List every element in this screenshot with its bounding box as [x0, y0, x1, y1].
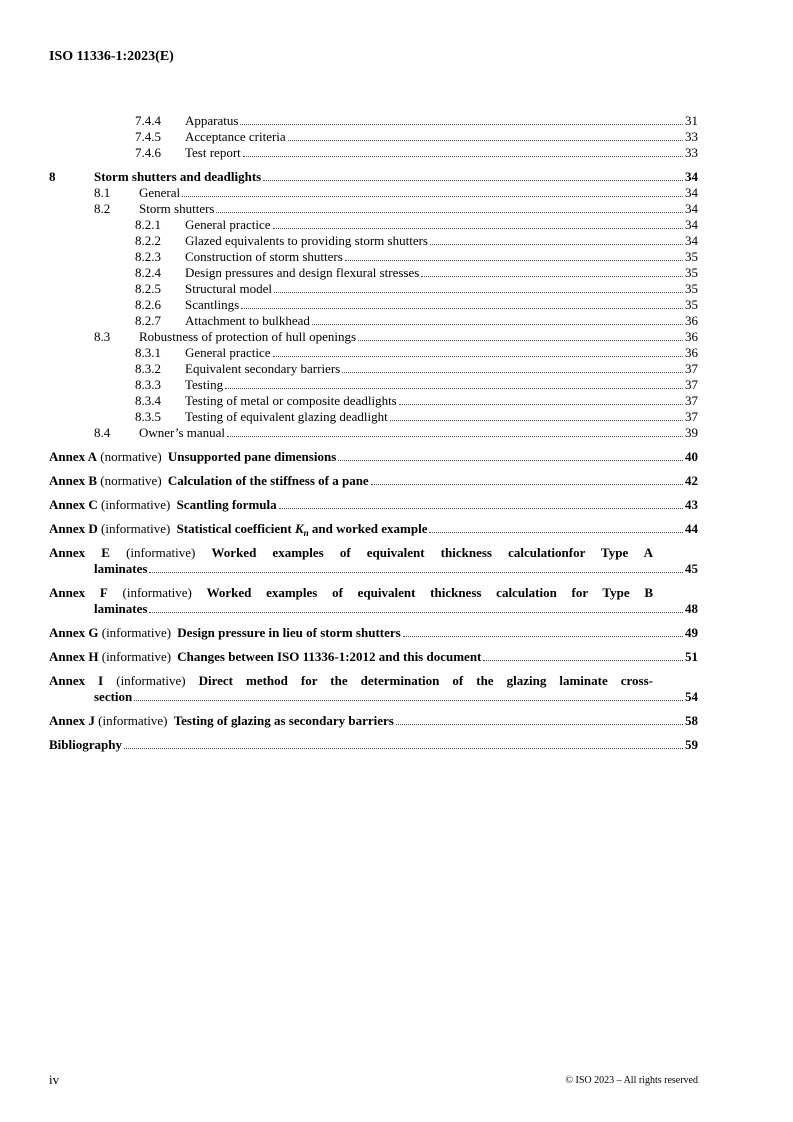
toc-entry-number: 8.3.5 — [135, 409, 161, 424]
toc-entry-page: 35 — [685, 265, 698, 280]
toc-entry — [49, 377, 698, 393]
dot-leader — [227, 436, 683, 437]
toc-entry-page: 37 — [685, 361, 698, 376]
dot-leader — [216, 212, 683, 213]
bibliography-page: 59 — [685, 737, 698, 752]
annex-title-continuation — [49, 561, 698, 577]
toc-entry-title: Owner’s manual — [139, 425, 226, 440]
annex-type: (normative) — [100, 473, 162, 488]
annex-page: 44 — [685, 521, 698, 536]
toc-entry — [49, 233, 698, 249]
toc-entry-number: 8 — [49, 169, 56, 184]
annex-type: (informative) — [116, 673, 186, 688]
annex-label: Annex F — [49, 585, 108, 600]
annex-type: (informative) — [126, 545, 196, 560]
toc-entry-page: 37 — [685, 409, 698, 424]
toc-entry-number: 8.2.4 — [135, 265, 161, 280]
toc-entry-page: 33 — [685, 145, 698, 160]
toc-entry — [49, 329, 698, 345]
dot-leader — [149, 572, 683, 573]
toc-entry — [49, 129, 698, 145]
toc-entry-page: 39 — [685, 425, 698, 440]
annex-entry — [49, 625, 698, 641]
annex-type: (informative) — [122, 585, 192, 600]
annex-label: Annex C — [49, 497, 98, 512]
page-number: iv — [49, 1072, 60, 1087]
annex-heading — [49, 673, 653, 689]
dot-leader — [182, 196, 683, 197]
annex-title: Design pressure in lieu of storm shutters — [177, 625, 401, 640]
toc-entry-number: 8.3.2 — [135, 361, 161, 376]
annex-heading — [49, 585, 653, 601]
annex-heading — [49, 649, 481, 665]
toc-entry-title: Scantlings — [185, 297, 240, 312]
dot-leader — [483, 660, 683, 661]
toc-entry — [49, 409, 698, 425]
table-of-contents — [49, 113, 698, 753]
annex-type: (normative) — [100, 449, 162, 464]
dot-leader — [338, 460, 683, 461]
toc-entry — [49, 393, 698, 409]
toc-entry — [49, 185, 698, 201]
toc-entry-number: 8.3 — [94, 329, 111, 344]
toc-entry-title: Glazed equivalents to providing storm shutters — [185, 233, 428, 248]
dot-leader — [241, 308, 683, 309]
annex-page: 58 — [685, 713, 698, 728]
annex-title-part: n — [303, 528, 309, 538]
toc-entry-page: 34 — [685, 201, 698, 216]
toc-entry-title: Structural model — [185, 281, 273, 296]
dot-leader — [243, 156, 683, 157]
dot-leader — [430, 244, 683, 245]
toc-entry — [49, 345, 698, 361]
dot-leader — [358, 340, 683, 341]
toc-entry-title: Construction of storm shutters — [185, 249, 343, 264]
toc-entry-number: 8.2.1 — [135, 217, 161, 232]
annex-title-end: laminates — [94, 601, 148, 616]
annex-type: (informative) — [98, 713, 168, 728]
copyright-notice: © ISO 2023 – All rights reserved — [565, 1075, 698, 1086]
toc-entry — [49, 217, 698, 233]
toc-entry-number: 8.2.6 — [135, 297, 161, 312]
annex-entry — [49, 673, 698, 705]
toc-entry-page: 36 — [685, 329, 698, 344]
dot-leader — [399, 404, 683, 405]
toc-entry-number: 8.2.3 — [135, 249, 161, 264]
annex-entry — [49, 649, 698, 665]
annex-heading — [49, 545, 653, 561]
dot-leader — [263, 180, 683, 181]
annex-title: Worked examples of equivalent thickness calculation for Type B — [206, 585, 653, 600]
annex-title: Scantling formula — [176, 497, 277, 512]
toc-entry-title: Acceptance criteria — [185, 129, 286, 144]
dot-leader — [396, 724, 683, 725]
annex-type: (informative) — [101, 625, 172, 640]
toc-entry — [49, 249, 698, 265]
toc-entry — [49, 297, 698, 313]
toc-entry — [49, 201, 698, 217]
toc-entry-number: 7.4.6 — [135, 145, 161, 160]
toc-entry-page: 33 — [685, 129, 698, 144]
dot-leader — [421, 276, 683, 277]
dot-leader — [345, 260, 683, 261]
toc-entry-page: 37 — [685, 393, 698, 408]
toc-entry-title: Test report — [185, 145, 241, 160]
annex-type: (informative) — [101, 649, 172, 664]
annex-entry — [49, 449, 698, 465]
annex-page: 49 — [685, 625, 698, 640]
dot-leader — [273, 356, 683, 357]
dot-leader — [124, 748, 683, 749]
annex-title-continuation — [49, 689, 698, 705]
toc-entry-title: Equivalent secondary barriers — [185, 361, 341, 376]
dot-leader — [390, 420, 683, 421]
annex-title: Worked examples of equivalent thickness calculationfor Type A — [211, 545, 653, 560]
annex-label: Annex H — [49, 649, 99, 664]
annex-label: Annex B — [49, 473, 98, 488]
toc-entry-title: Storm shutters — [139, 201, 215, 216]
toc-entry-page: 34 — [685, 217, 698, 232]
dot-leader — [225, 388, 683, 389]
annex-entry — [49, 473, 698, 489]
toc-entry-number: 8.3.3 — [135, 377, 161, 392]
toc-entry-number: 8.4 — [94, 425, 111, 440]
annex-title-part: K — [294, 521, 304, 536]
toc-entry — [49, 113, 698, 129]
annex-page: 54 — [685, 689, 698, 704]
toc-entry — [49, 265, 698, 281]
annex-entry — [49, 521, 698, 537]
annex-entry — [49, 585, 698, 617]
dot-leader — [279, 508, 683, 509]
annex-heading — [49, 521, 427, 537]
annex-title: Testing of glazing as secondary barriers — [173, 713, 394, 728]
toc-entry-title: Testing of equivalent glazing deadlight — [185, 409, 388, 424]
bibliography-title: Bibliography — [49, 737, 122, 752]
toc-entry-title: Testing — [185, 377, 224, 392]
toc-entry-number: 7.4.5 — [135, 129, 161, 144]
toc-entry — [49, 281, 698, 297]
dot-leader — [149, 612, 683, 613]
toc-entry-title: Apparatus — [185, 113, 239, 128]
toc-entry-number: 8.3.4 — [135, 393, 161, 408]
toc-entry-page: 35 — [685, 281, 698, 296]
dot-leader — [240, 124, 683, 125]
toc-entry-number: 8.3.1 — [135, 345, 161, 360]
toc-entry-page: 36 — [685, 313, 698, 328]
annex-page: 40 — [685, 449, 698, 464]
toc-entry-number: 8.2.5 — [135, 281, 161, 296]
toc-entry-number: 8.2.7 — [135, 313, 161, 328]
toc-entry-number: 7.4.4 — [135, 113, 161, 128]
annex-title: Changes between ISO 11336-1:2012 and this document — [177, 649, 482, 664]
toc-entry-title: Robustness of protection of hull openings — [139, 329, 357, 344]
annex-heading — [49, 497, 277, 513]
toc-entry-number: 8.2.2 — [135, 233, 161, 248]
dot-leader — [288, 140, 683, 141]
annex-title-continuation — [49, 601, 698, 617]
dot-leader — [273, 228, 683, 229]
toc-entry — [49, 145, 698, 161]
toc-entry — [49, 361, 698, 377]
annex-title-part: Statistical coefficient — [176, 521, 295, 536]
annex-entry — [49, 497, 698, 513]
annex-label: Annex A — [49, 449, 98, 464]
toc-entry-page: 37 — [685, 377, 698, 392]
annex-label: Annex G — [49, 625, 99, 640]
annex-title-part: and worked example — [308, 521, 428, 536]
toc-entry-number: 8.1 — [94, 185, 111, 200]
dot-leader — [429, 532, 683, 533]
toc-entry-title: General practice — [185, 217, 271, 232]
annex-page: 48 — [685, 601, 698, 616]
annex-label: Annex E — [49, 545, 110, 560]
toc-entry — [49, 425, 698, 441]
toc-entry-page: 31 — [685, 113, 698, 128]
annex-page: 43 — [685, 497, 698, 512]
toc-entry-title: Design pressures and design flexural stresses — [185, 265, 420, 280]
annex-heading — [49, 473, 369, 489]
toc-entry-page: 34 — [685, 185, 698, 200]
annex-page: 45 — [685, 561, 698, 576]
toc-entry-page: 34 — [685, 169, 698, 184]
annex-title: Direct method for the determination of the glazing laminate cross- — [198, 673, 653, 688]
bibliography-entry — [49, 737, 698, 753]
annex-title: Calculation of the stiffness of a pane — [167, 473, 369, 488]
annex-page: 51 — [685, 649, 698, 664]
toc-entry-number: 8.2 — [94, 201, 111, 216]
toc-entry-page: 34 — [685, 233, 698, 248]
dot-leader — [274, 292, 683, 293]
annex-heading — [49, 713, 394, 729]
annex-entry — [49, 713, 698, 729]
annex-type: (informative) — [101, 497, 171, 512]
dot-leader — [371, 484, 683, 485]
annex-heading — [49, 625, 401, 641]
annex-page: 42 — [685, 473, 698, 488]
annex-type: (informative) — [101, 521, 171, 536]
toc-entry-title: General — [139, 185, 181, 200]
annex-title: Unsupported pane dimensions — [167, 449, 337, 464]
toc-entry-title: Attachment to bulkhead — [185, 313, 310, 328]
toc-entry-page: 35 — [685, 297, 698, 312]
annex-title-end: section — [94, 689, 133, 704]
toc-entry-title: General practice — [185, 345, 271, 360]
toc-entry-title: Testing of metal or composite deadlights — [185, 393, 397, 408]
toc-entry — [49, 169, 698, 185]
toc-entry-page: 35 — [685, 249, 698, 264]
document-header: ISO 11336-1:2023(E) — [49, 49, 174, 64]
annex-label: Annex J — [49, 713, 95, 728]
dot-leader — [312, 324, 683, 325]
dot-leader — [403, 636, 683, 637]
annex-label: Annex I — [49, 673, 104, 688]
annex-title — [177, 521, 428, 536]
dot-leader — [342, 372, 683, 373]
dot-leader — [134, 700, 683, 701]
annex-title-end: laminates — [94, 561, 148, 576]
annex-entry — [49, 545, 698, 577]
toc-entry-page: 36 — [685, 345, 698, 360]
annex-label: Annex D — [49, 521, 98, 536]
toc-entry-title: Storm shutters and deadlights — [94, 169, 262, 184]
toc-entry — [49, 313, 698, 329]
annex-heading — [49, 449, 336, 465]
